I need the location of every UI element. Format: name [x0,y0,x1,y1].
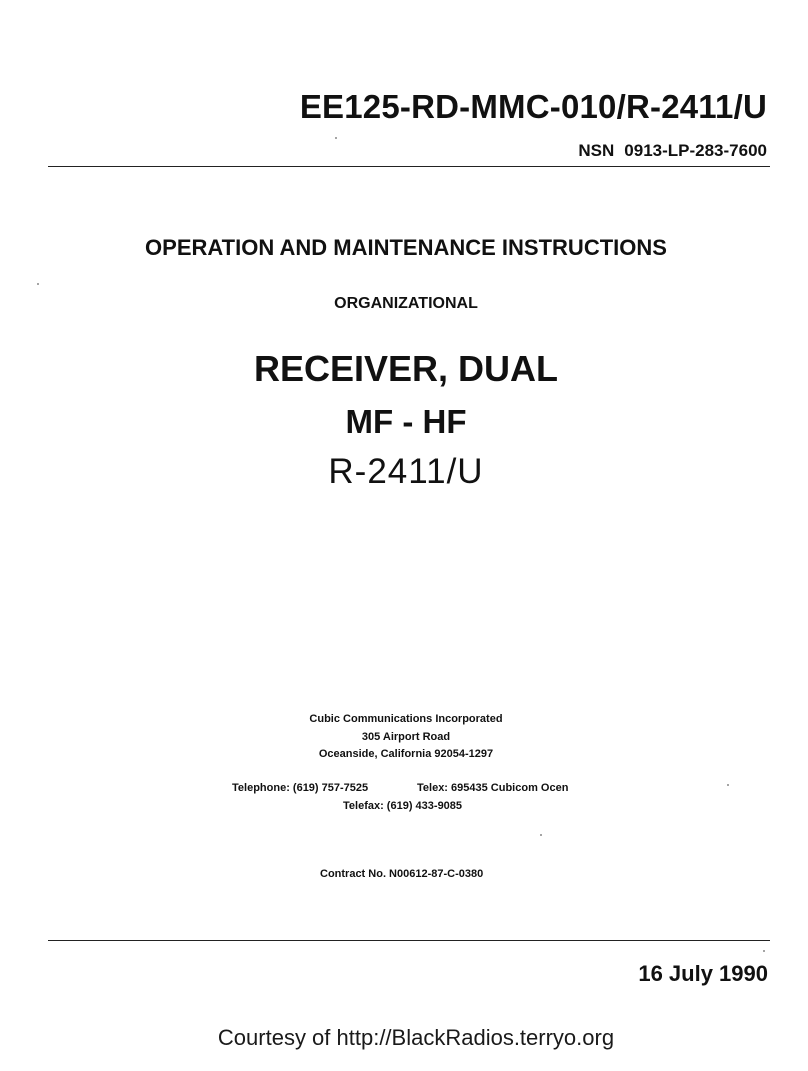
publication-date: 16 July 1990 [638,961,768,986]
courtesy-footer: Courtesy of http://BlackRadios.terryo.org [217,1025,615,1050]
telefax-number: Telefax: (619) 433-9085 [343,800,463,812]
model-designation: R-2411/U [328,452,484,491]
frequency-band: MF - HF [345,403,467,440]
top-divider [48,166,770,167]
scan-speck [763,950,765,952]
scan-speck [727,784,729,786]
scan-speck [335,137,337,139]
company-street: 305 Airport Road [361,731,451,743]
telephone-number: Telephone: (619) 757-7525 [232,782,369,794]
scan-speck [540,834,542,836]
nsn-value: 0913-LP-283-7600 [624,141,767,160]
nsn-line [578,141,767,161]
document-number: EE125-RD-MMC-010/R-2411/U [299,88,767,125]
company-city: Oceanside, California 92054-1297 [318,748,494,760]
telex-number: Telex: 695435 Cubicom Ocen [417,782,569,794]
manual-heading: OPERATION AND MAINTENANCE INSTRUCTIONS [145,235,667,260]
nsn-label: NSN [578,141,615,160]
equipment-title: RECEIVER, DUAL [253,348,559,389]
bottom-divider [48,940,770,941]
manual-subheading: ORGANIZATIONAL [334,295,478,312]
company-name: Cubic Communications Incorporated [309,713,503,725]
scan-speck [37,283,39,285]
contract-number: Contract No. N00612-87-C-0380 [320,868,484,880]
